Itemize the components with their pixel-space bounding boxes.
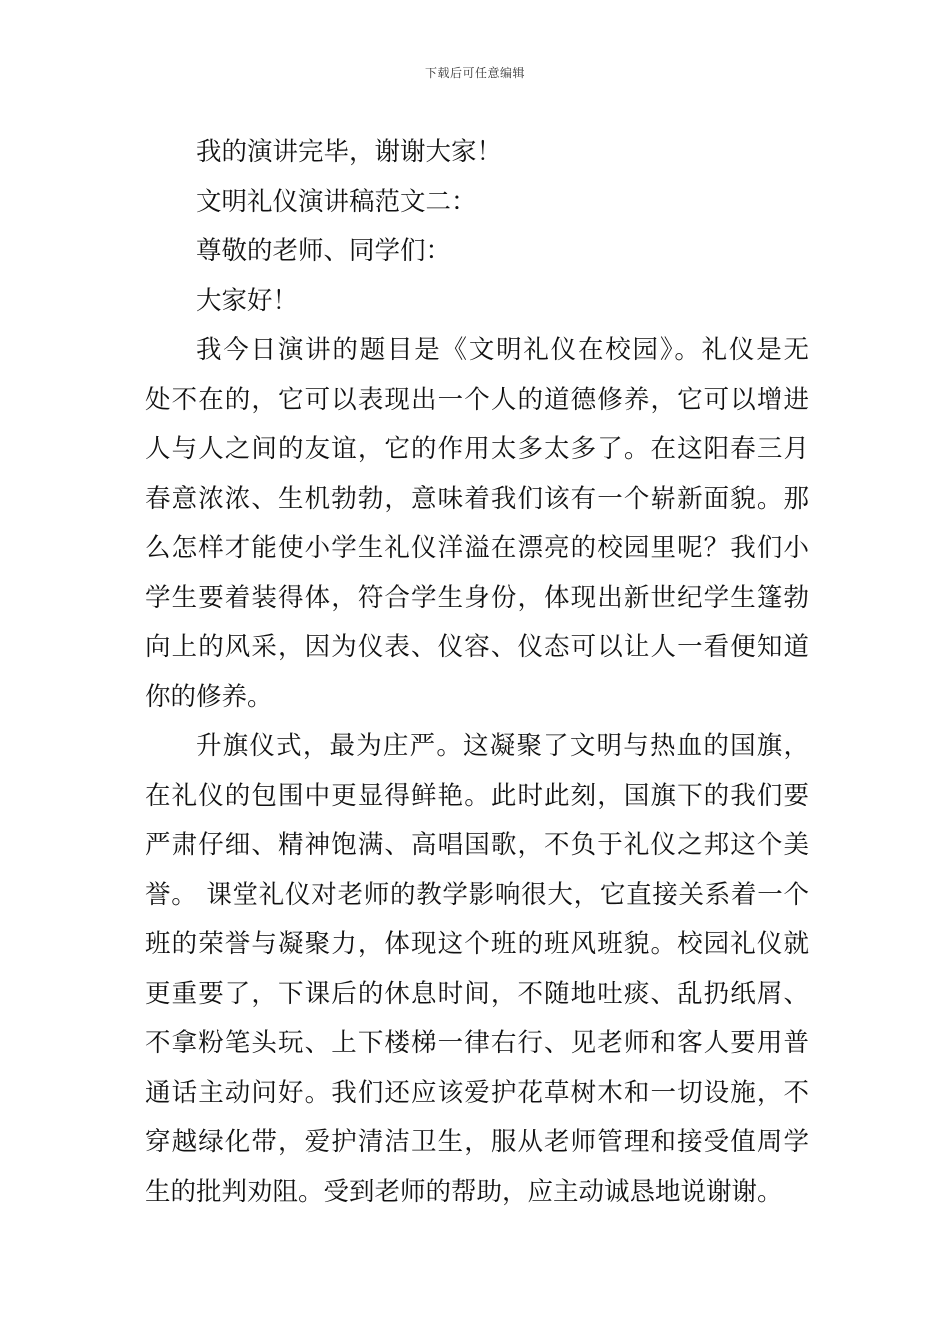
text-line: 不拿粉笔头玩、上下楼梯一律右行、见老师和客人要用普 [145, 1028, 809, 1058]
text-line: 文明礼仪演讲稿范文二： [196, 186, 477, 217]
text-line: 我今日演讲的题目是《文明礼仪在校园》。礼仪是无 [196, 335, 809, 365]
document-body [145, 128, 809, 1217]
text-line: 人与人之间的友谊，它的作用太多太多了。在这阳春三月 [145, 434, 809, 464]
text-line: 学生要着装得体，符合学生身份，体现出新世纪学生篷勃 [145, 582, 809, 613]
text-line: 通话主动问好。我们还应该爱护花草树木和一切设施，不 [145, 1077, 809, 1108]
text-line: 处不在的，它可以表现出一个人的道德修养，它可以增进 [145, 384, 809, 415]
text-line: 升旗仪式，最为庄严。这凝聚了文明与热血的国旗， [196, 731, 809, 761]
text-line: 班的荣誉与凝聚力，体现这个班的班风班貌。校园礼仪就 [145, 929, 809, 959]
text-line: 大家好！ [196, 285, 299, 316]
text-line: 更重要了，下课后的休息时间，不随地吐痰、乱扔纸屑、 [145, 978, 809, 1009]
text-line: 向上的风采，因为仪表、仪容、仪态可以让人一看便知道 [145, 632, 809, 662]
text-line: 誉。 课堂礼仪对老师的教学影响很大，它直接关系着一个 [145, 879, 809, 910]
text-line: 春意浓浓、生机勃勃，意味着我们该有一个崭新面貌。那 [145, 483, 809, 514]
text-line: 尊敬的老师、同学们： [196, 236, 452, 266]
page-header: 下载后可任意编辑 [424, 66, 525, 80]
text-line: 在礼仪的包围中更显得鲜艳。此时此刻，国旗下的我们要 [145, 780, 809, 811]
text-line: 你的修养。 [145, 681, 273, 712]
text-line: 么怎样才能使小学生礼仪洋溢在漂亮的校园里呢？我们小 [145, 533, 809, 563]
text-line: 我的演讲完毕，谢谢大家！ [196, 137, 503, 167]
text-line: 严肃仔细、精神饱满、高唱国歌，不负于礼仪之邦这个美 [145, 830, 809, 860]
text-line: 生的批判劝阻。受到老师的帮助，应主动诚恳地说谢谢。 [145, 1176, 783, 1207]
text-line: 穿越绿化带，爱护清洁卫生，服从老师管理和接受值周学 [145, 1127, 809, 1157]
